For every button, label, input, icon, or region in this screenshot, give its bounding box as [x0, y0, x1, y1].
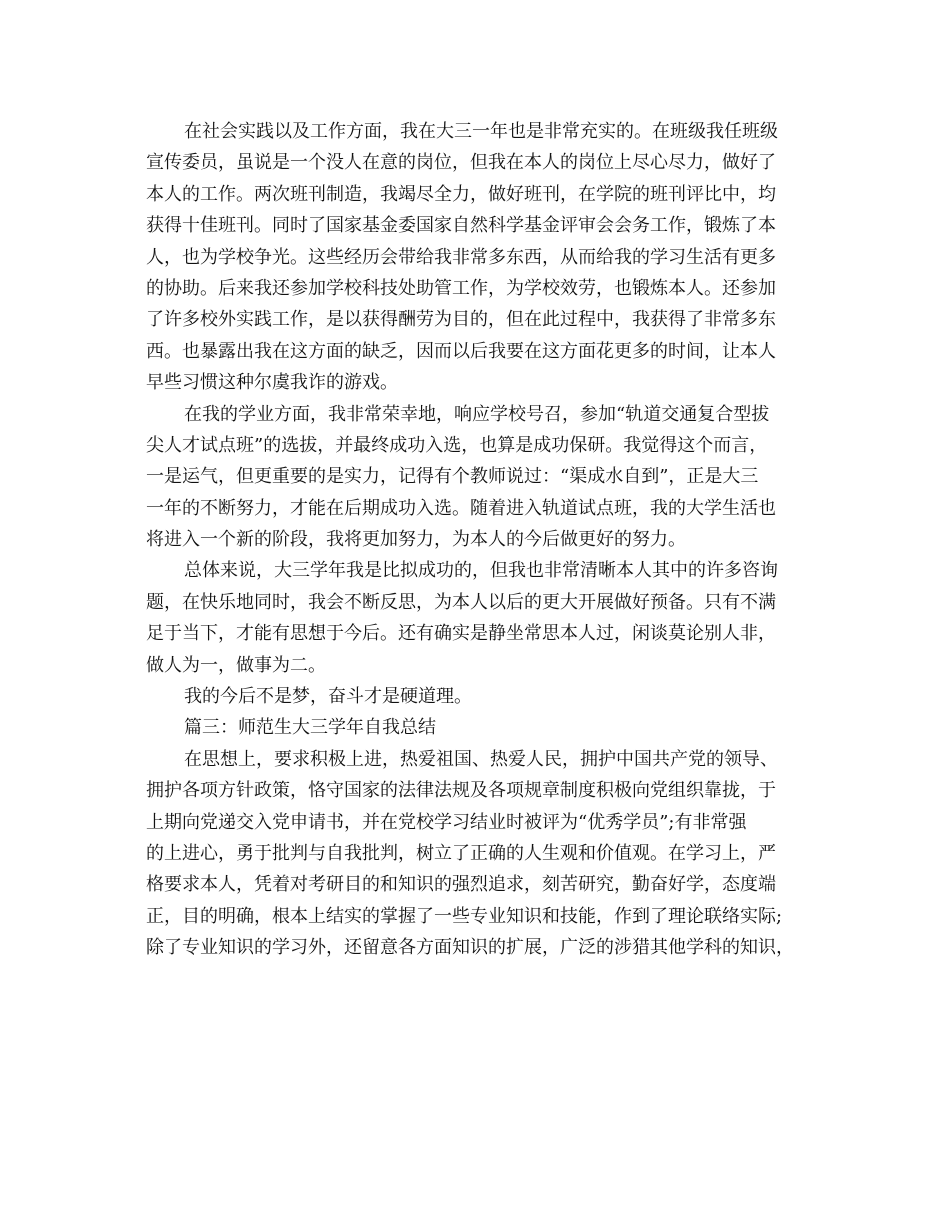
- text-line: 西。也暴露出我在这方面的缺乏，因而以后我要在这方面花更多的时间，让本人: [146, 340, 776, 362]
- text-line: 足于当下，才能有思想于今后。还有确实是静坐常思本人过，闲谈莫论别人非，: [146, 623, 776, 645]
- text-line: 格要求本人，凭着对考研目的和知识的强烈追求，刻苦研究，勤奋好学，态度端: [146, 874, 776, 896]
- text-line: 早些习惯这种尔虞我诈的游戏。: [146, 372, 398, 394]
- text-line: 我的今后不是梦，奋斗才是硬道理。: [184, 686, 472, 708]
- text-line: 的上进心，勇于批判与自我批判，树立了正确的人生观和价值观。在学习上，严: [146, 842, 776, 864]
- text-line: 获得十佳班刊。同时了国家基金委国家自然科学基金评审会会务工作，锻炼了本: [146, 215, 776, 237]
- text-line: 拥护各项方针政策，恪守国家的法律法规及各项规章制度积极向党组织靠拢，于: [146, 780, 776, 802]
- text-line: 在社会实践以及工作方面，我在大三一年也是非常充实的。在班级我任班级: [184, 121, 778, 142]
- text-line: 本人的工作。两次班刊制造，我竭尽全力，做好班刊，在学院的班刊评比中，均: [146, 183, 776, 205]
- text-line: 篇三：师范生大三学年自我总结: [184, 717, 436, 739]
- text-line: 了许多校外实践工作，是以获得酬劳为目的，但在此过程中，我获得了非常多东: [146, 309, 776, 331]
- text-line: 做人为一，做事为二。: [146, 654, 326, 676]
- text-line: 在我的学业方面，我非常荣幸地，响应学校号召，参加“轨道交通复合型拔: [184, 403, 770, 425]
- text-line: 宣传委员，虽说是一个没人在意的岗位，但我在本人的岗位上尽心尽力，做好了: [146, 152, 776, 174]
- document-body: [146, 116, 810, 964]
- text-line: 除了专业知识的学习外，还留意各方面知识的扩展，广泛的涉猎其他学科的知识，: [146, 937, 794, 959]
- text-line: 的协助。后来我还参加学校科技处助管工作，为学校效劳，也锻炼本人。还参加: [146, 277, 776, 299]
- text-line: 一是运气，但更重要的是实力，记得有个教师说过：“渠成水自到”，正是大三: [146, 466, 759, 488]
- text-line: 题，在快乐地同时，我会不断反思，为本人以后的更大开展做好预备。只有不满: [146, 591, 776, 613]
- text-line: 人，也为学校争光。这些经历会带给我非常多东西，从而给我的学习生活有更多: [146, 246, 776, 268]
- text-line: 尖人才试点班”的选拔，并最终成功入选，也算是成功保研。我觉得这个而言，: [146, 434, 768, 456]
- text-line: 上期向党递交入党申请书，并在党校学习结业时被评为“优秀学员”;有非常强: [146, 811, 747, 833]
- text-line: 总体来说，大三学年我是比拟成功的，但我也非常清晰本人其中的许多咨询: [184, 560, 778, 582]
- text-line: 正，目的明确，根本上结实的掌握了一些专业知识和技能，作到了理论联络实际;: [146, 905, 783, 927]
- text-line: 将进入一个新的阶段，我将更加努力，为本人的今后做更好的努力。: [146, 529, 686, 551]
- text-line: 一年的不断努力，才能在后期成功入选。随着进入轨道试点班，我的大学生活也: [146, 497, 776, 519]
- text-line: 在思想上，要求积极上进，热爱祖国、热爱人民，拥护中国共产党的领导、: [184, 748, 778, 770]
